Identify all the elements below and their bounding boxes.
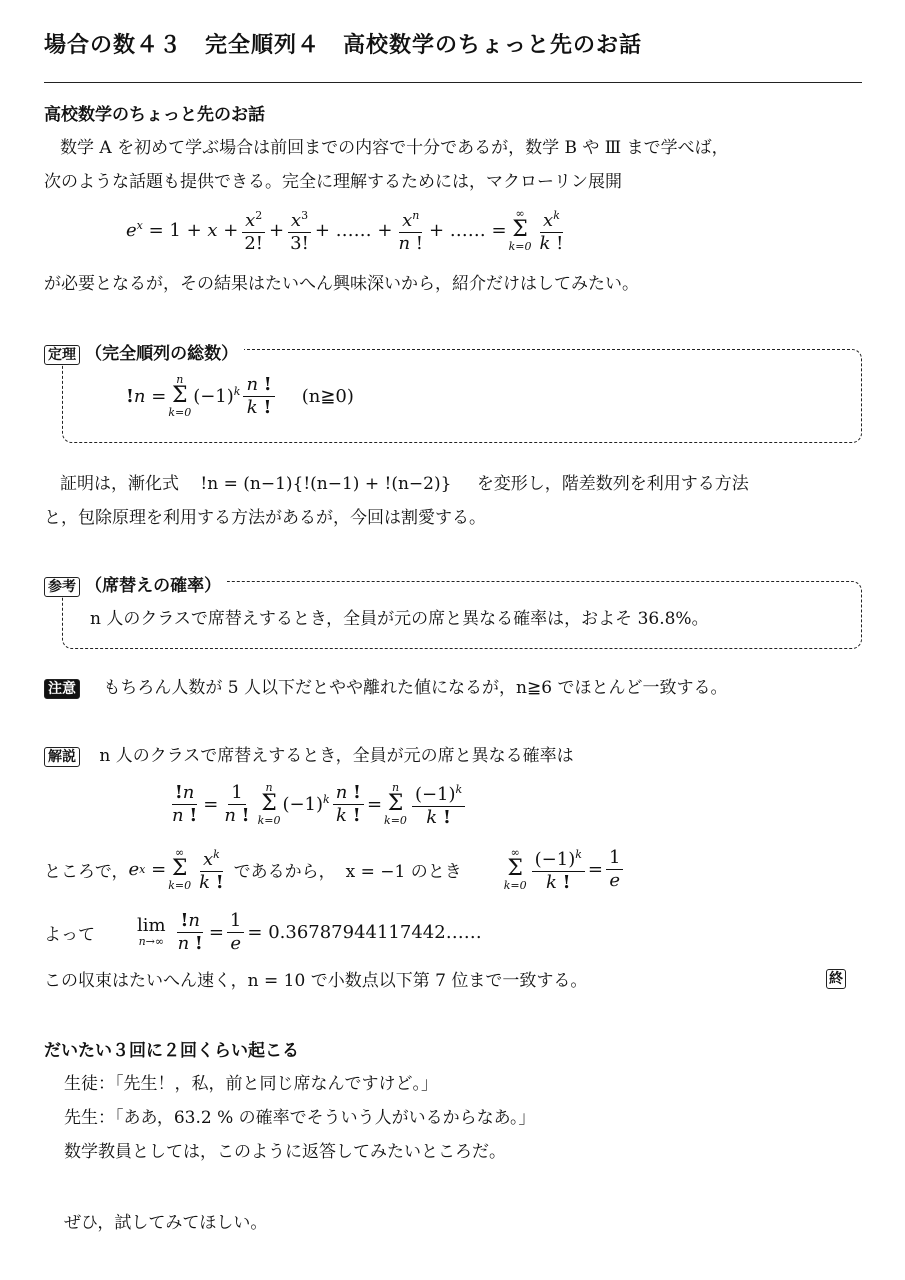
proof-note-line1: 証明は，漸化式 !n = (n−1){!(n−1) + !(n−2)} を変形し，階差数列を利用する方法 bbox=[60, 474, 749, 494]
solution-formula1: $\frac{!n}{n !}$ = $\frac{1}{n !}$ n Σ k=0 $(-1)^k$ $\frac{n !}{k !}$ = n Σ k=0 $\frac{(-1)^k}{k !}$ bbox=[166, 772, 468, 836]
caution-text: もちろん人数が 5 人以下だとやや離れた値になるが，n≧6 でほとんど一致する。 bbox=[103, 678, 728, 698]
closing-invitation: ぜひ，試してみてほしい。 bbox=[64, 1213, 268, 1233]
caution-line bbox=[44, 673, 727, 699]
dialogue-student: 生徒：「先生！，私，前と同じ席なんですけど。」 bbox=[64, 1074, 438, 1094]
inverse-e-formula: ∞ Σ k=0 $\frac{(-1)^k}{k !}$ = $\frac{1}{e}$ bbox=[502, 845, 627, 893]
recurrence-formula: !n = (n−1){!(n−1) + !(n−2)} bbox=[200, 474, 452, 494]
exp-series-formula: e x = ∞ Σ k=0 $\frac{x^k}{k !}$ bbox=[128, 846, 224, 893]
theorem-formula: !n = n Σ k=0 $(-1)^k$ $\frac{n !}{k !}$ (n≧0) bbox=[126, 373, 354, 419]
caution-tag: 注意 bbox=[44, 679, 80, 699]
maclaurin-formula: $e^x = 1 + x$ + $\frac{x^2}{2!}$ + $\frac{x^3}{3!}$ + …… + $\frac{x^n}{n !}$ + …… = ∞ Σ k=0 $\frac{x^k}{k !}$ bbox=[126, 207, 564, 254]
end-mark: 終 bbox=[826, 968, 846, 989]
reference-tag: 参考 bbox=[44, 577, 80, 597]
closing-remark: 数学教員としては，このように返答してみたいところだ。 bbox=[64, 1142, 506, 1162]
solution-limit-line: よって lim n→∞ $\frac{!n}{n !}$ = $\frac{1}{e}$ = 0.36787944117442…… bbox=[44, 909, 482, 954]
title-divider bbox=[44, 82, 862, 83]
page-title: 場合の数４３ 完全順列４ 高校数学のちょっと先のお話 bbox=[44, 33, 643, 58]
solution-intro-line bbox=[44, 741, 574, 767]
theorem-label: （完全順列の総数） bbox=[85, 344, 239, 364]
theorem-tag: 定理 bbox=[44, 345, 80, 365]
section-heading-anecdote: だいたい３回に２回くらい起こる bbox=[44, 1041, 299, 1061]
intro-paragraph-line3: が必要となるが，その結果はたいへん興味深いから，紹介だけはしてみたい。 bbox=[44, 274, 639, 294]
reference-text: n 人のクラスで席替えするとき，全員が元の席と異なる確率は，およそ 36.8%。 bbox=[90, 609, 709, 629]
proof-note-line2: と，包除原理を利用する方法があるが，今回は割愛する。 bbox=[44, 508, 486, 528]
solution-tokoro-line: ところで， e x = ∞ Σ k=0 $\frac{x^k}{k !}$ であるから， x = −1 のとき ∞ Σ k=0 $\frac{(-1)^k}{k !}$ = $\frac{1}{e}$ bbox=[44, 840, 626, 898]
theorem-condition: (n≧0) bbox=[301, 385, 354, 407]
solution-intro: n 人のクラスで席替えするとき，全員が元の席と異なる確率は bbox=[99, 746, 574, 766]
dialogue-teacher: 先生：「ああ，63.2 % の確率でそういう人がいるからなあ。」 bbox=[64, 1108, 536, 1128]
section-heading-next-topic: 高校数学のちょっと先のお話 bbox=[44, 105, 265, 125]
intro-paragraph-line2: 次のような話題も提供できる。完全に理解するためには，マクローリン展開 bbox=[44, 172, 622, 192]
intro-paragraph-line1: 数学 A を初めて学ぶ場合は前回までの内容で十分であるが，数学 B や Ⅲ まで学べば， bbox=[60, 138, 729, 158]
theorem-header bbox=[44, 339, 244, 365]
reference-label: （席替えの確率） bbox=[85, 576, 222, 596]
solution-conclusion: この収束はたいへん速く，n = 10 で小数点以下第 7 位まで一致する。 bbox=[44, 971, 588, 991]
limit-formula: lim n→∞ $\frac{!n}{n !}$ = $\frac{1}{e}$ = 0.36787944117442…… bbox=[137, 909, 482, 954]
limit-value: 0.36787944117442…… bbox=[268, 921, 482, 943]
solution-tag: 解説 bbox=[44, 747, 80, 767]
reference-header bbox=[44, 571, 227, 597]
